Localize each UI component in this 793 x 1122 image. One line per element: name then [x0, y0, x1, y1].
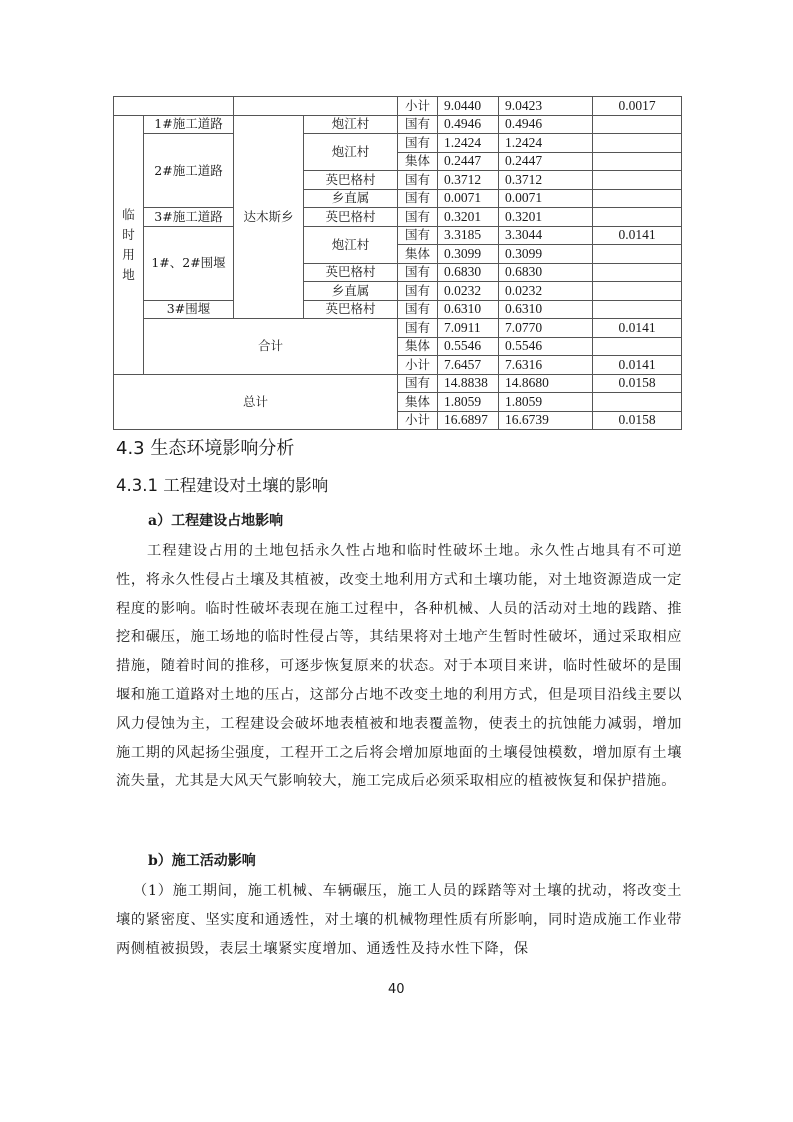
value-c-cell: 0.0141 — [593, 226, 682, 245]
value-c-cell — [593, 393, 682, 412]
table-row — [114, 319, 682, 338]
table-row — [114, 208, 682, 227]
value-a-cell: 0.5546 — [438, 337, 499, 356]
type-cell: 国有 — [398, 171, 438, 190]
subtotal-label: 合计 — [144, 319, 398, 375]
paragraph-b-text: （1）施工期间，施工机械、车辆碾压，施工人员的踩踏等对土壤的扰动，将改变土壤的紧密度、坚实度和通透性，对土壤的机械物理性质有所影响，同时造成施工作业带两侧植被损毁，表层土壤紧实度增加、通透性及持水性下降，保 — [116, 883, 682, 957]
value-a-cell: 7.0911 — [438, 319, 499, 338]
value-c-cell — [593, 300, 682, 319]
value-c-cell — [593, 152, 682, 171]
value-c-cell — [593, 245, 682, 264]
table-row — [114, 97, 682, 116]
value-a-cell: 0.6830 — [438, 263, 499, 282]
paragraph-a-text: 工程建设占用的土地包括永久性占地和临时性破坏土地。永久性占地具有不可逆性，将永久性侵占土壤及其植被，改变土地利用方式和土壤功能，对土地资源造成一定程度的影响。临时性破坏表现在施工过程中，各种机械、人员的活动对土地的践踏、推挖和碾压，施工场地的临时性侵占等，其结果将对土地产生暂时性破坏，通过采取相应措施，随着时间的推移，可逐步恢复原来的状态。对于本项目来讲，临时性破坏的是围堰和施工道路对土地的压占，这部分占地不改变土地的利用方式，但是项目沿线主要以风力侵蚀为主，工程建设会破坏地表植被和地表覆盖物，使表土的抗蚀能力减弱，增加施工期的风起扬尘强度，工程开工之后将会增加原地面的土壤侵蚀模数，增加原有土壤流失量，尤其是大风天气影响较大，施工完成后必须采取相应的植被恢复和保护措施。 — [116, 543, 682, 790]
project-cell: 3#施工道路 — [144, 208, 234, 227]
paragraph-b — [116, 877, 682, 963]
value-a-cell: 0.0071 — [438, 189, 499, 208]
type-cell: 集体 — [398, 337, 438, 356]
village-cell: 炮江村 — [304, 115, 398, 134]
section-heading-4-3-1: 4.3.1 工程建设对土壤的影响 — [116, 476, 329, 495]
table-row — [114, 226, 682, 245]
value-c-cell: 0.0158 — [593, 411, 682, 430]
value-b-cell: 0.0071 — [499, 189, 593, 208]
type-cell: 国有 — [398, 226, 438, 245]
village-cell: 英巴格村 — [304, 300, 398, 319]
village-cell: 炮江村 — [304, 134, 398, 171]
type-cell: 国有 — [398, 208, 438, 227]
project-cell: 1#施工道路 — [144, 115, 234, 134]
value-b-cell: 0.0232 — [499, 282, 593, 301]
section-heading-4-3: 4.3 生态环境影响分析 — [116, 438, 295, 459]
value-a-cell: 0.3201 — [438, 208, 499, 227]
value-c-cell — [593, 282, 682, 301]
township-cell: 达木斯乡 — [234, 115, 304, 319]
land-use-table — [113, 96, 682, 430]
project-cell: 1#、2#围堰 — [144, 226, 234, 300]
value-b-cell: 0.6310 — [499, 300, 593, 319]
village-cell: 乡直属 — [304, 189, 398, 208]
value-c-cell: 0.0141 — [593, 319, 682, 338]
value-a-cell: 0.6310 — [438, 300, 499, 319]
value-a-cell: 14.8838 — [438, 374, 499, 393]
type-cell: 国有 — [398, 263, 438, 282]
type-cell: 小计 — [398, 356, 438, 375]
value-a-cell: 16.6897 — [438, 411, 499, 430]
table-row — [114, 134, 682, 153]
value-a-cell: 0.4946 — [438, 115, 499, 134]
value-c-cell: 0.0017 — [593, 97, 682, 116]
village-cell: 炮江村 — [304, 226, 398, 263]
temp-land-text: 临时用地 — [122, 206, 135, 282]
project-cell: 2#施工道路 — [144, 134, 234, 208]
value-b-cell: 3.3044 — [499, 226, 593, 245]
value-b-cell: 0.3712 — [499, 171, 593, 190]
type-cell: 小计 — [398, 411, 438, 430]
subheading-b: b）施工活动影响 — [148, 853, 256, 869]
subheading-a: a）工程建设占地影响 — [148, 513, 284, 529]
village-cell: 英巴格村 — [304, 171, 398, 190]
value-c-cell — [593, 115, 682, 134]
value-c-cell: 0.0158 — [593, 374, 682, 393]
type-cell: 小计 — [398, 97, 438, 116]
type-cell: 国有 — [398, 282, 438, 301]
value-a-cell: 0.0232 — [438, 282, 499, 301]
type-cell: 集体 — [398, 245, 438, 264]
value-a-cell: 0.2447 — [438, 152, 499, 171]
paragraph-a — [116, 537, 682, 796]
type-cell: 国有 — [398, 189, 438, 208]
value-b-cell: 9.0423 — [499, 97, 593, 116]
value-b-cell: 0.3099 — [499, 245, 593, 264]
value-c-cell — [593, 189, 682, 208]
value-a-cell: 9.0440 — [438, 97, 499, 116]
value-a-cell: 1.8059 — [438, 393, 499, 412]
type-cell: 国有 — [398, 300, 438, 319]
village-cell: 英巴格村 — [304, 263, 398, 282]
page-number: 40 — [388, 982, 405, 997]
total-label: 总计 — [114, 374, 398, 430]
table-row — [114, 300, 682, 319]
type-cell: 集体 — [398, 152, 438, 171]
value-b-cell: 7.0770 — [499, 319, 593, 338]
value-c-cell — [593, 263, 682, 282]
value-b-cell: 1.2424 — [499, 134, 593, 153]
value-a-cell: 0.3712 — [438, 171, 499, 190]
village-cell: 英巴格村 — [304, 208, 398, 227]
value-b-cell: 0.5546 — [499, 337, 593, 356]
value-b-cell: 0.6830 — [499, 263, 593, 282]
type-cell: 集体 — [398, 393, 438, 412]
temp-land-label — [114, 115, 144, 374]
value-c-cell — [593, 337, 682, 356]
value-a-cell: 3.3185 — [438, 226, 499, 245]
type-cell: 国有 — [398, 134, 438, 153]
value-b-cell: 0.2447 — [499, 152, 593, 171]
value-a-cell: 7.6457 — [438, 356, 499, 375]
type-cell: 国有 — [398, 374, 438, 393]
type-cell: 国有 — [398, 319, 438, 338]
value-c-cell — [593, 171, 682, 190]
table-row — [114, 374, 682, 393]
table-row — [114, 115, 682, 134]
value-a-cell: 0.3099 — [438, 245, 499, 264]
value-b-cell: 0.3201 — [499, 208, 593, 227]
value-b-cell: 16.6739 — [499, 411, 593, 430]
value-c-cell — [593, 208, 682, 227]
value-b-cell: 7.6316 — [499, 356, 593, 375]
village-cell: 乡直属 — [304, 282, 398, 301]
value-b-cell: 1.8059 — [499, 393, 593, 412]
project-cell: 3#围堰 — [144, 300, 234, 319]
value-a-cell: 1.2424 — [438, 134, 499, 153]
value-b-cell: 0.4946 — [499, 115, 593, 134]
value-c-cell: 0.0141 — [593, 356, 682, 375]
value-b-cell: 14.8680 — [499, 374, 593, 393]
value-c-cell — [593, 134, 682, 153]
type-cell: 国有 — [398, 115, 438, 134]
